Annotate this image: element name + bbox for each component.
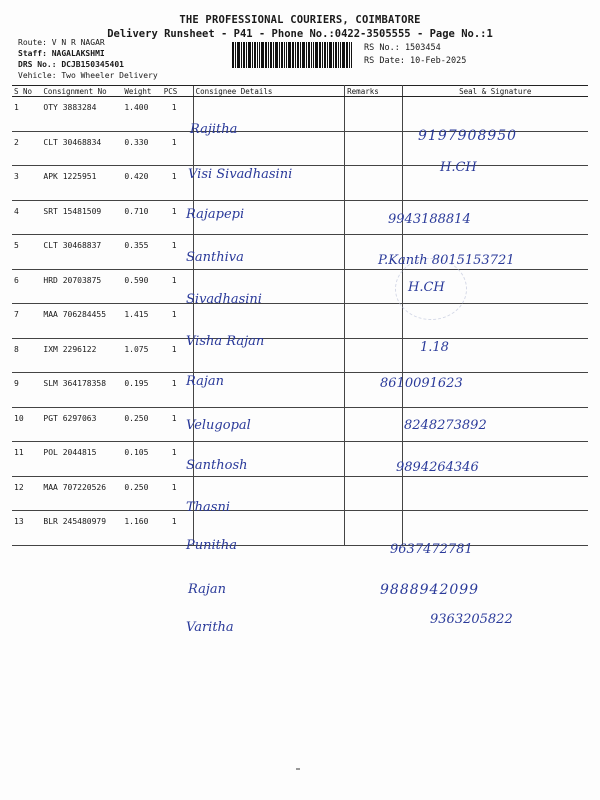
- row-weight: 1.400: [124, 103, 149, 112]
- row-seal-signature-cell: [402, 97, 588, 132]
- table-row: [12, 373, 588, 408]
- route-label: Route: V N R NAGAR: [18, 38, 105, 47]
- row-weight-cell: [122, 511, 161, 546]
- row-weight: 1.415: [124, 310, 149, 319]
- row-weight-cell: [122, 476, 161, 511]
- row-consignment-no: BLR 245480979: [43, 517, 107, 526]
- row-remarks-cell: [345, 338, 402, 373]
- row-sno-cell: [12, 338, 41, 373]
- row-weight: 0.250: [124, 482, 149, 492]
- handwritten-signature: 9363205822: [430, 612, 513, 627]
- row-consignment-no: CLT 30468837: [43, 241, 102, 250]
- row-sno: 9: [14, 379, 19, 388]
- col-consignment: Consignment No: [41, 86, 122, 97]
- handwritten-signature: 8610091623: [380, 376, 463, 391]
- row-consignment-no: IXM 2296122: [43, 344, 97, 354]
- handwritten-name: Santhiva: [186, 250, 244, 265]
- table-row: [12, 511, 588, 546]
- row-weight-cell: [122, 131, 161, 166]
- row-consignment-no-cell: [41, 442, 122, 477]
- row-pcs: 1: [171, 310, 177, 319]
- row-consignment-no-cell: [41, 131, 122, 166]
- col-seal: Seal & Signature: [402, 86, 588, 97]
- row-consignment-no-cell: [41, 338, 122, 373]
- row-consignment-no-cell: [41, 235, 122, 270]
- row-weight: 1.160: [124, 517, 149, 526]
- row-weight-cell: [122, 304, 161, 339]
- row-consignment-no: HRD 20703875: [43, 275, 102, 285]
- handwritten-signature: H.CH: [440, 160, 477, 175]
- row-sno-cell: [12, 407, 41, 442]
- company-title: THE PROFESSIONAL COURIERS, COIMBATORE: [179, 14, 421, 26]
- row-pcs: 1: [171, 137, 177, 147]
- table-row: [12, 407, 588, 442]
- row-weight-cell: [122, 338, 161, 373]
- row-consignment-no-cell: [41, 304, 122, 339]
- handwritten-signature: 9894264346: [396, 460, 479, 475]
- vehicle-label: Vehicle: Two Wheeler Delivery: [18, 71, 158, 80]
- row-sno: 11: [14, 448, 24, 457]
- row-weight-cell: [122, 166, 161, 201]
- row-pcs: 1: [171, 344, 177, 354]
- row-weight: 0.590: [124, 275, 149, 285]
- row-weight: 1.075: [124, 344, 149, 354]
- row-consignment-no-cell: [41, 476, 122, 511]
- row-weight-cell: [122, 235, 161, 270]
- handwritten-name: Rajapepi: [186, 207, 245, 222]
- row-sno: 6: [14, 275, 19, 285]
- row-pcs: 1: [171, 206, 177, 216]
- col-weight: Weight: [122, 86, 161, 97]
- handwritten-name: Santhosh: [186, 458, 248, 473]
- row-pcs: 1: [171, 275, 177, 285]
- handwritten-name: Sivadhasini: [186, 292, 262, 307]
- row-pcs: 1: [171, 241, 177, 250]
- rs-number: RS No.: 1503454: [364, 43, 441, 53]
- row-consignment-no: SLM 364178358: [43, 379, 107, 388]
- handwritten-name: Velugopal: [186, 418, 251, 433]
- row-remarks-cell: [345, 131, 402, 166]
- row-seal-signature-cell: [402, 511, 588, 546]
- row-consignment-no-cell: [41, 269, 122, 304]
- row-weight: 0.105: [124, 448, 149, 457]
- row-remarks-cell: [345, 442, 402, 477]
- row-weight-cell: [122, 269, 161, 304]
- row-pcs-cell: [162, 304, 193, 339]
- handwritten-name: Varitha: [186, 620, 234, 635]
- row-consignment-no: MAA 707220526: [43, 482, 107, 492]
- row-sno-cell: [12, 304, 41, 339]
- barcode-image: [232, 42, 352, 68]
- row-sno: 10: [14, 413, 24, 423]
- row-consignment-no-cell: [41, 166, 122, 201]
- row-consignment-no: MAA 706284455: [43, 310, 107, 319]
- row-remarks-cell: [345, 304, 402, 339]
- col-consignee: Consignee Details: [193, 86, 345, 97]
- row-consignment-no-cell: [41, 97, 122, 132]
- table-row: [12, 476, 588, 511]
- row-consignment-no: APK 1225951: [43, 172, 97, 181]
- table-header-row: [12, 86, 588, 97]
- row-pcs: 1: [171, 379, 177, 388]
- row-pcs-cell: [162, 97, 193, 132]
- handwritten-signature: 9637472781: [390, 542, 473, 557]
- table-row: [12, 442, 588, 477]
- table-row: [12, 304, 588, 339]
- row-sno-cell: [12, 131, 41, 166]
- row-weight-cell: [122, 97, 161, 132]
- col-pcs: PCS: [162, 86, 193, 97]
- row-weight: 0.195: [124, 379, 149, 388]
- row-weight: 0.330: [124, 137, 149, 147]
- row-sno: 12: [14, 482, 24, 492]
- row-seal-signature-cell: [402, 476, 588, 511]
- table-row: [12, 338, 588, 373]
- row-remarks-cell: [345, 269, 402, 304]
- col-sno: S No: [12, 86, 41, 97]
- row-sno: 3: [14, 172, 19, 181]
- row-consignment-no: PGT 6297063: [43, 413, 97, 423]
- row-consignment-no-cell: [41, 200, 122, 235]
- row-remarks-cell: [345, 407, 402, 442]
- row-weight: 0.250: [124, 413, 149, 423]
- staff-label: Staff: NAGALAKSHMI: [18, 49, 105, 58]
- row-pcs: 1: [171, 448, 177, 457]
- handwritten-signature: 9197908950: [418, 128, 518, 144]
- row-pcs-cell: [162, 131, 193, 166]
- handwritten-name: Visi Sivadhasini: [188, 167, 293, 182]
- table-row: [12, 269, 588, 304]
- table-row: [12, 200, 588, 235]
- row-pcs: 1: [171, 413, 177, 423]
- page-mark: [296, 768, 300, 770]
- col-remarks: Remarks: [345, 86, 402, 97]
- row-consignment-no: POL 2044815: [43, 448, 97, 457]
- row-remarks-cell: [345, 511, 402, 546]
- row-consignee-details-cell: [193, 304, 345, 339]
- row-sno-cell: [12, 200, 41, 235]
- handwritten-name: Punitha: [186, 538, 237, 553]
- handwritten-signature: 8248273892: [404, 418, 487, 433]
- table-row: [12, 97, 588, 132]
- row-consignment-no: OTY 3883284: [43, 103, 97, 112]
- row-sno: 5: [14, 241, 19, 250]
- row-consignment-no: SRT 15481509: [43, 206, 102, 216]
- row-consignment-no-cell: [41, 373, 122, 408]
- row-sno-cell: [12, 269, 41, 304]
- handwritten-name: Rajitha: [190, 122, 238, 137]
- row-sno: 2: [14, 137, 19, 147]
- row-sno-cell: [12, 97, 41, 132]
- row-pcs: 1: [171, 103, 177, 112]
- row-sno: 1: [14, 103, 19, 112]
- handwritten-name: Rajan: [186, 374, 224, 389]
- row-remarks-cell: [345, 476, 402, 511]
- row-weight-cell: [122, 442, 161, 477]
- row-sno-cell: [12, 511, 41, 546]
- handwritten-name: Visha Rajan: [186, 334, 265, 349]
- handwritten-signature: 9943188814: [388, 212, 471, 227]
- row-consignment-no: CLT 30468834: [43, 137, 102, 147]
- row-sno-cell: [12, 373, 41, 408]
- row-seal-signature-cell: [402, 166, 588, 201]
- handwritten-signature: H.CH: [408, 280, 445, 295]
- row-weight: 0.355: [124, 241, 149, 250]
- handwritten-signature: 9888942099: [380, 582, 480, 598]
- row-weight: 0.420: [124, 172, 149, 181]
- row-weight-cell: [122, 373, 161, 408]
- runsheet-table: [12, 85, 588, 546]
- row-sno-cell: [12, 235, 41, 270]
- handwritten-signature: 1.18: [420, 340, 449, 355]
- row-weight-cell: [122, 407, 161, 442]
- handwritten-name: Thasni: [186, 500, 230, 515]
- handwritten-signature: P.Kanth 8015153721: [378, 253, 515, 268]
- row-sno: 13: [14, 517, 24, 526]
- row-weight: 0.710: [124, 206, 149, 216]
- table-row: [12, 166, 588, 201]
- row-pcs: 1: [171, 517, 177, 526]
- runsheet-subtitle: Delivery Runsheet - P41 - Phone No.:0422-3505555 - Page No.:1: [107, 28, 493, 40]
- row-sno: 4: [14, 206, 19, 216]
- row-sno: 7: [14, 310, 19, 319]
- row-sno: 8: [14, 344, 19, 354]
- row-pcs: 1: [171, 482, 177, 492]
- row-sno-cell: [12, 442, 41, 477]
- rs-date: RS Date: 10-Feb-2025: [364, 56, 467, 66]
- row-remarks-cell: [345, 97, 402, 132]
- row-remarks-cell: [345, 166, 402, 201]
- row-sno-cell: [12, 166, 41, 201]
- drs-number: DRS No.: DCJB150345401: [18, 60, 124, 69]
- row-consignment-no-cell: [41, 407, 122, 442]
- handwritten-name: Rajan: [188, 582, 226, 597]
- row-sno-cell: [12, 476, 41, 511]
- row-weight-cell: [122, 200, 161, 235]
- row-pcs: 1: [171, 172, 177, 181]
- row-consignment-no-cell: [41, 511, 122, 546]
